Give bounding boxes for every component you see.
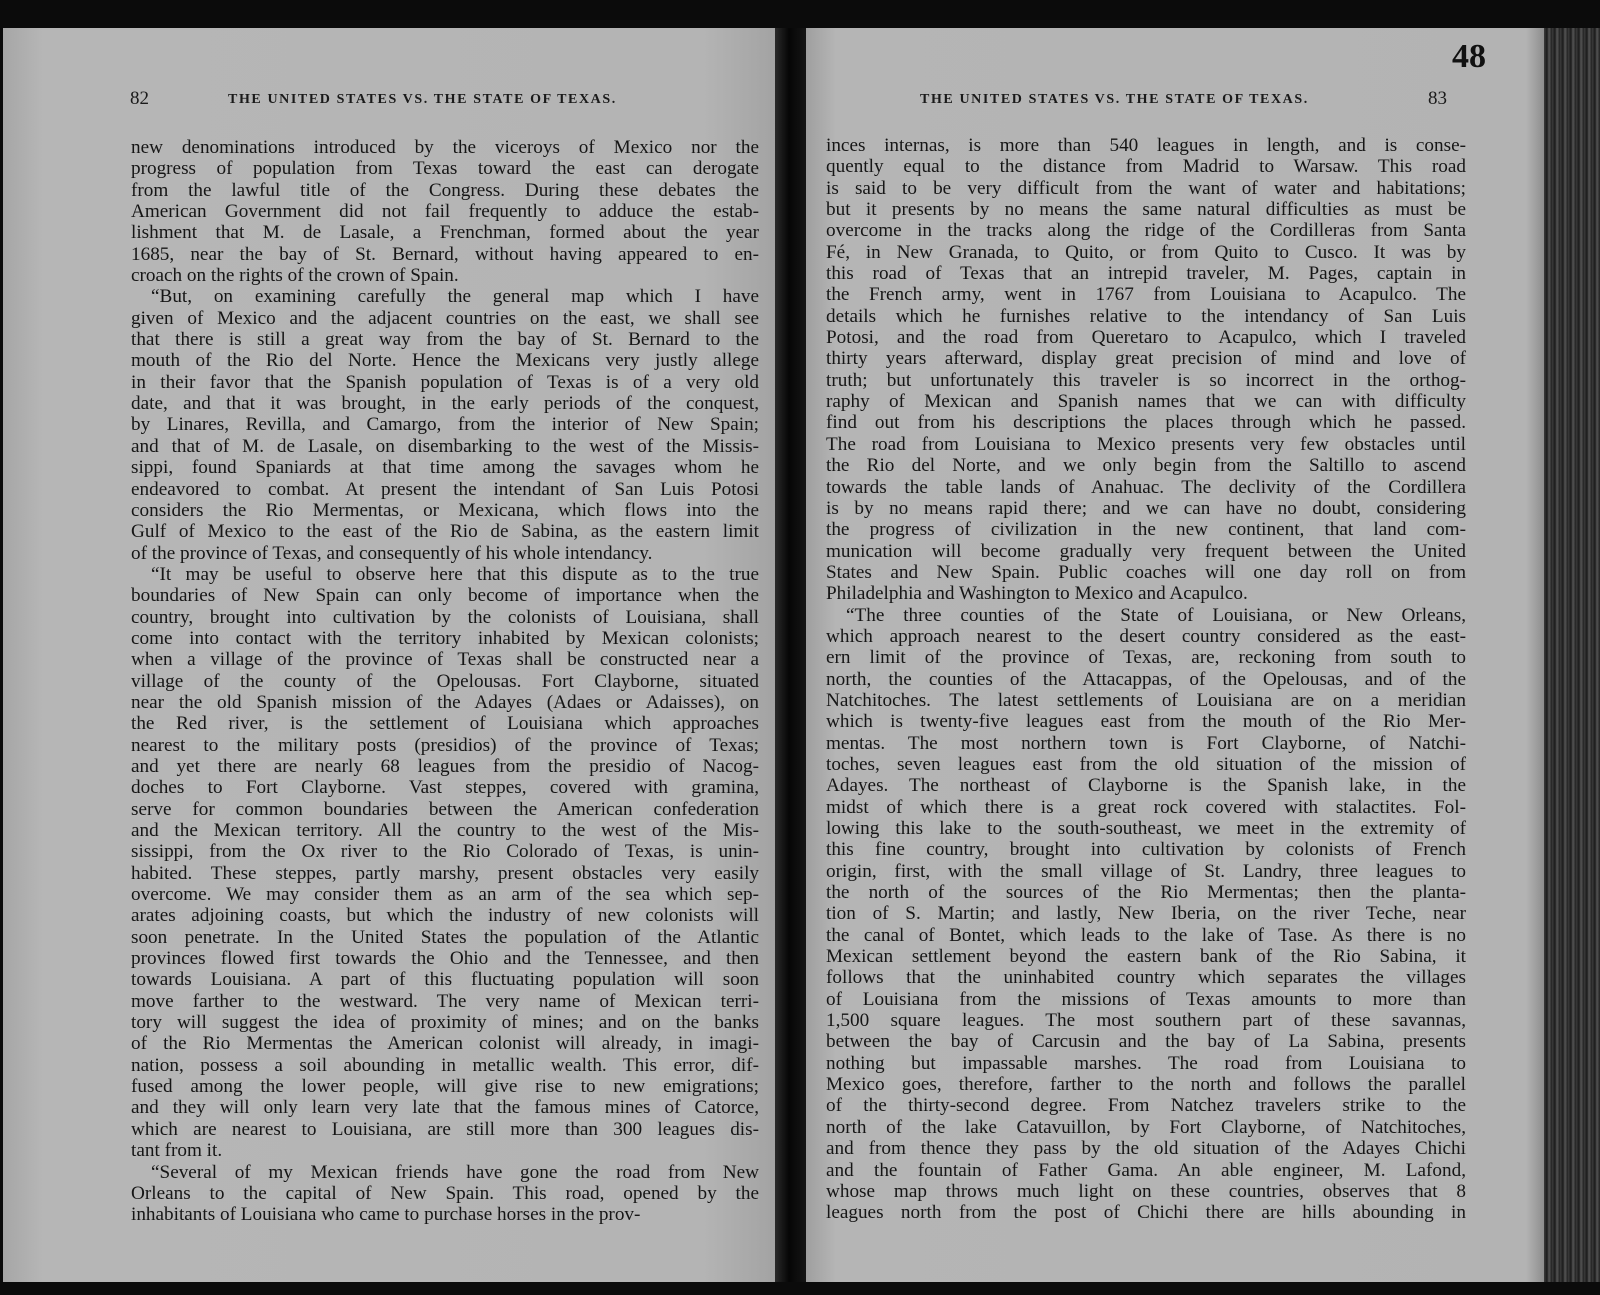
text-line: Orleans to the capital of New Spain. This road, opened by the xyxy=(131,1182,759,1204)
text-line: this road of Texas that an intrepid traveler, M. Pages, captain in xyxy=(826,263,1466,285)
text-line: north of the lake Catavuillon, by Fort Clayborne, of Natchitoches, xyxy=(826,1116,1466,1138)
text-line: ern limit of the province of Texas, are, reckoning from south to xyxy=(826,647,1466,669)
text-line: whose map throws much light on these countries, observes that 8 xyxy=(826,1180,1466,1202)
text-line: quently equal to the distance from Madrid to Warsaw. This road xyxy=(826,156,1466,178)
text-line: of the Rio Mermentas the American colonist will already, in imagi- xyxy=(131,1033,759,1055)
text-line: move farther to the westward. The very name of Mexican terri- xyxy=(131,990,759,1012)
text-line: toches, seven leagues east from the old situation of the mission of xyxy=(826,753,1466,775)
text-line: the canal of Bontet, which leads to the lake of Tase. As there is no xyxy=(826,924,1466,946)
left-page-number: 82 xyxy=(130,88,149,109)
text-line: the progress of civilization in the new continent, that land com- xyxy=(826,519,1466,541)
page-edges xyxy=(1544,28,1600,1282)
text-line: lowing this lake to the south-southeast, we meet in the extremity of xyxy=(826,818,1466,839)
text-line: “Several of my Mexican friends have gone the road from New xyxy=(151,1161,759,1183)
right-page-number: 83 xyxy=(1428,88,1447,109)
text-line: near the old Spanish mission of the Adayes (Adaes or Adaisses), on xyxy=(131,691,759,713)
text-line: and the Mexican territory. All the country to the west of the Mis- xyxy=(131,820,759,841)
text-line: this fine country, brought into cultivation by colonists of French xyxy=(826,839,1466,861)
text-line: Mexico goes, therefore, farther to the north and follows the parallel xyxy=(826,1074,1466,1096)
text-line: serve for common boundaries between the American confederation xyxy=(131,798,759,820)
right-page-text xyxy=(826,135,1466,1224)
text-line: nothing but impassable marshes. The road from Louisiana to xyxy=(826,1052,1466,1074)
text-line: considers the Rio Mermentas, or Mexicana, which flows into the xyxy=(131,499,759,521)
text-line: follows that the uninhabited country which separates the villages xyxy=(826,967,1466,989)
text-line: and they will only learn very late that the famous mines of Catorce, xyxy=(131,1097,759,1119)
left-running-head: THE UNITED STATES VS. THE STATE OF TEXAS. xyxy=(228,92,617,107)
text-line: which is twenty-five leagues east from the mouth of the Rio Mer- xyxy=(826,711,1466,733)
text-line: habited. These steppes, partly marshy, present obstacles very easily xyxy=(131,862,759,884)
text-line: village of the county of the Opelousas. Fort Clayborne, situated xyxy=(131,670,759,692)
text-line: 1,500 square leagues. The most southern part of these savannas, xyxy=(826,1010,1466,1032)
text-line: origin, first, with the small village of St. Landry, three leagues to xyxy=(826,860,1466,882)
text-line: leagues north from the post of Chichi there are hills abounding in xyxy=(826,1202,1466,1224)
text-line: date, and that it was brought, in the early periods of the conquest, xyxy=(131,393,759,415)
text-line: of Louisiana from the missions of Texas amounts to more than xyxy=(826,988,1466,1010)
text-line: by Linares, Revilla, and Camargo, from the interior of New Spain; xyxy=(131,414,759,436)
text-line: given of Mexico and the adjacent countries on the east, we shall see xyxy=(131,307,759,329)
text-line: is by no means rapid there; and we can have no doubt, considering xyxy=(826,497,1466,519)
text-line: tory will suggest the idea of proximity of mines; and on the banks xyxy=(131,1012,759,1034)
text-line: Potosi, and the road from Queretaro to Acapulco, which I traveled xyxy=(826,327,1466,349)
text-line: progress of population from Texas toward the east can derogate xyxy=(131,158,759,180)
text-line: details which he furnishes relative to the intendancy of San Luis xyxy=(826,305,1466,327)
text-line: croach on the rights of the crown of Spain. xyxy=(131,265,459,287)
text-line: is said to be very difficult from the want of water and habitations; xyxy=(826,177,1466,199)
text-line: the north of the sources of the Rio Mermentas; then the planta- xyxy=(826,882,1466,904)
text-line: truth; but unfortunately this traveler is so incorrect in the orthog- xyxy=(826,369,1466,391)
text-line: provinces flowed first towards the Ohio and the Tennessee, and then xyxy=(131,948,759,970)
text-line: in their favor that the Spanish population of Texas is of a very old xyxy=(131,371,759,393)
text-line: country, brought into cultivation by the colonists of Louisiana, shall xyxy=(131,606,759,628)
text-line: doches to Fort Clayborne. Vast steppes, covered with gramina, xyxy=(131,777,759,799)
text-line: sippi, found Spaniards at that time among the savages whom he xyxy=(131,457,759,479)
text-line: between the bay of Carcusin and the bay of La Sabina, presents xyxy=(826,1031,1466,1053)
text-line: thirty years afterward, display great precision of mind and love of xyxy=(826,348,1466,370)
text-line: come into contact with the territory inhabited by Mexican colonists; xyxy=(131,627,759,649)
text-line: and that of M. de Lasale, on disembarking to the west of the Missis- xyxy=(131,435,759,457)
stamped-page-number: 48 xyxy=(1452,38,1486,75)
text-line: of the thirty-second degree. From Natchez travelers strike to the xyxy=(826,1095,1466,1117)
text-line: “It may be useful to observe here that this dispute as to the true xyxy=(151,563,759,585)
text-line: Fé, in New Granada, to Quito, or from Quito to Cusco. It was by xyxy=(826,241,1466,263)
text-line: find out from his descriptions the places through which he passed. xyxy=(826,412,1466,434)
text-line: the Red river, is the settlement of Louisiana which approaches xyxy=(131,713,759,735)
text-line: and the fountain of Father Gama. An able engineer, M. Lafond, xyxy=(826,1159,1466,1181)
left-page-text xyxy=(131,137,759,1226)
text-line: Philadelphia and Washington to Mexico and Acapulco. xyxy=(826,583,1248,605)
text-line: tion of S. Martin; and lastly, New Iberia, on the river Teche, near xyxy=(826,903,1466,925)
text-line: endeavored to combat. At present the intendant of San Luis Potosi xyxy=(131,478,759,500)
text-line: 1685, near the bay of St. Bernard, without having appeared to en- xyxy=(131,243,759,265)
text-line: “But, on examining carefully the general map which I have xyxy=(151,286,759,308)
right-running-head: THE UNITED STATES VS. THE STATE OF TEXAS. xyxy=(920,92,1309,107)
text-line: Adayes. The northeast of Clayborne is the Spanish lake, in the xyxy=(826,775,1466,797)
text-line: which approach nearest to the desert country considered as the east- xyxy=(826,625,1466,647)
text-line: inhabitants of Louisiana who came to purchase horses in the prov- xyxy=(131,1204,641,1226)
text-line: munication will become gradually very frequent between the United xyxy=(826,540,1466,562)
text-line: Gulf of Mexico to the east of the Rio de Sabina, as the eastern limit xyxy=(131,521,759,543)
text-line: and from thence they pass by the old situation of the Adayes Chichi xyxy=(826,1138,1466,1160)
text-line: nation, possess a soil abounding in metallic wealth. This error, dif- xyxy=(131,1054,759,1076)
text-line: inces internas, is more than 540 leagues in length, and is conse- xyxy=(826,135,1466,156)
text-line: nearest to the military posts (presidios) of the province of Texas; xyxy=(131,734,759,756)
text-line: Mexican settlement beyond the eastern bank of the Rio Sabina, it xyxy=(826,946,1466,968)
text-line: when a village of the province of Texas shall be constructed near a xyxy=(131,649,759,671)
text-line: that there is still a great way from the bay of St. Bernard to the xyxy=(131,329,759,351)
text-line: towards Louisiana. A part of this fluctuating population will soon xyxy=(131,969,759,991)
text-line: from the lawful title of the Congress. During these debates the xyxy=(131,179,759,201)
text-line: “The three counties of the State of Louisiana, or New Orleans, xyxy=(846,604,1466,626)
text-line: midst of which there is a great rock covered with stalactites. Fol- xyxy=(826,796,1466,818)
text-line: mouth of the Rio del Norte. Hence the Mexicans very justly allege xyxy=(131,350,759,372)
text-line: raphy of Mexican and Spanish names that we can with difficulty xyxy=(826,391,1466,413)
text-line: The road from Louisiana to Mexico presents very few obstacles until xyxy=(826,433,1466,455)
text-line: mentas. The most northern town is Fort Clayborne, of Natchi- xyxy=(826,732,1466,754)
text-line: boundaries of New Spain can only become of importance when the xyxy=(131,585,759,607)
text-line: American Government did not fail frequently to adduce the estab- xyxy=(131,201,759,223)
text-line: which are nearest to Louisiana, are still more than 300 leagues dis- xyxy=(131,1118,759,1140)
text-line: soon penetrate. In the United States the population of the Atlantic xyxy=(131,926,759,948)
text-line: Natchitoches. The latest settlements of Louisiana are on a meridian xyxy=(826,689,1466,711)
text-line: sissippi, from the Ox river to the Rio Colorado of Texas, is unin- xyxy=(131,841,759,863)
text-line: fused among the lower people, will give rise to new emigrations; xyxy=(131,1076,759,1098)
text-line: overcome in the tracks along the ridge of the Cordilleras from Santa xyxy=(826,220,1466,242)
text-line: States and New Spain. Public coaches will one day roll on from xyxy=(826,561,1466,583)
text-line: towards the table lands of Anahuac. The declivity of the Cordillera xyxy=(826,476,1466,498)
text-line: north, the counties of the Attacappas, of the Opelousas, and of the xyxy=(826,668,1466,690)
book-gutter xyxy=(775,28,806,1282)
text-line: arates adjoining coasts, but which the industry of new colonists will xyxy=(131,905,759,927)
text-line: the Rio del Norte, and we only begin from the Saltillo to ascend xyxy=(826,455,1466,477)
text-line: and yet there are nearly 68 leagues from the presidio of Nacog- xyxy=(131,755,759,777)
text-line: overcome. We may consider them as an arm of the sea which sep- xyxy=(131,884,759,906)
text-line: new denominations introduced by the viceroys of Mexico nor the xyxy=(131,137,759,158)
text-line: lishment that M. de Lasale, a Frenchman, formed about the year xyxy=(131,222,759,244)
text-line: tant from it. xyxy=(131,1140,223,1162)
text-line: of the province of Texas, and consequently of his whole intendancy. xyxy=(131,542,653,564)
text-line: but it presents by no means the same natural difficulties as must be xyxy=(826,199,1466,221)
text-line: the French army, went in 1767 from Louisiana to Acapulco. The xyxy=(826,284,1466,306)
